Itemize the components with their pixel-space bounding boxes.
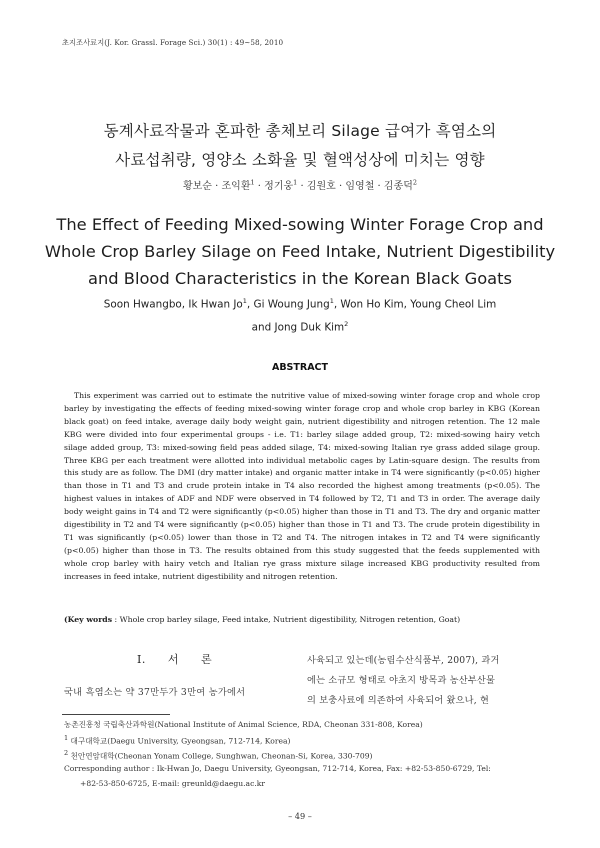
author-kr-1: 황보순 xyxy=(182,181,212,192)
english-authors-line-1 xyxy=(0,297,600,310)
body-left-column: 국내 흑염소는 약 37만두가 3만여 농가에서 xyxy=(64,687,246,698)
footnote-affiliation-2 xyxy=(64,749,373,762)
footnote-corresponding-author: Corresponding author : Ik-Hwan Jo, Daegu University, Gyeongsan, 712-714, Korea, Fax: +82-53-850-6729, Tel: xyxy=(64,764,491,773)
footnote-text: 천안연암대학(Cheonan Yonam College, Sunghwan, Cheonan-Si, Korea, 330-709) xyxy=(68,751,373,761)
korean-authors xyxy=(0,177,600,192)
section-title: 서 론 xyxy=(167,653,213,666)
affiliation-mark: 1 xyxy=(293,178,298,187)
body-line: 사육되고 있는데(농림수산식품부, 2007), 과거 xyxy=(307,655,500,666)
keywords xyxy=(64,615,540,624)
keywords-label: (Key words xyxy=(64,615,113,624)
english-authors-line-2 xyxy=(0,320,600,333)
author-separator: · xyxy=(211,181,222,192)
affiliation-mark: 1 xyxy=(242,297,247,305)
author-kr-2: 조익환 xyxy=(221,181,251,192)
body-right-column xyxy=(307,651,541,711)
footnote-affiliation-1 xyxy=(64,734,290,747)
affiliation-mark: 1 xyxy=(250,178,255,187)
author-kr-3: 정기웅 xyxy=(264,181,294,192)
footnote-contact: +82-53-850-6725, E-mail: greunld@daegu.ac.kr xyxy=(80,779,265,788)
affiliation-mark: 2 xyxy=(412,178,418,187)
author-kr-4: 김원호 xyxy=(306,181,336,192)
affiliation-mark: 2 xyxy=(64,749,69,757)
abstract-heading: ABSTRACT xyxy=(271,362,329,373)
english-title-line-2: Whole Crop Barley Silage on Feed Intake, Nutrient Digestibility xyxy=(44,242,556,261)
author-separator: · xyxy=(374,181,384,192)
affiliation-mark: 1 xyxy=(329,297,334,305)
footnote-text: 대구대학교(Daegu University, Gyeongsan, 712-714, Korea) xyxy=(68,736,291,746)
journal-citation: 초지조사료지(J. Kor. Grassl. Forage Sci.) 30(1) : 49~58, 2010 xyxy=(62,38,284,47)
abstract-body: This experiment was carried out to estimate the nutritive value of mixed-sowing winter forage crop and whole crop barley by investigating the effects of feeding mixed-sowing winter forage crop and whole crop barley in KBG (Korean black goat) on feed intake, average daily body weight gain, nutrient digestibility and nitrogen retention. The 12 male KBG were divided into four experimental groups - i.e. T1: barley silage added group, T2: mixed-sowing hairy vetch silage added group, T3: mixed-sowing field peas added silage, T4: mixed-sowing Italian rye grass added silage group. Three KBG per each treatment were allotted into individual metabolic cages by Latin-square design. The results from this study are as follow. The DMI (dry matter intake) and organic matter intake in T4 were significantly (p<0.05) higher than those in T1 and T3 and crude protein intake in T4 also recorded the highest among treatments (p<0.05). The highest values in intakes of ADF and NDF were observed in T4 followed by T2, T1 and T3 in order. The average daily body weight gains in T4 and T2 were significantly (p<0.05) higher than those in T1 and T3. The dry and organic matter digestibility in T2 and T4 were significantly (p<0.05) higher than those in T1 and T3. The crude protein digestibility in T1 was significantly (p<0.05) lower than those in T2 and T4. The nitrogen intakes in T2 and T4 were significantly (p<0.05) higher than those in T3. The results obtained from this study suggested that the feeds supplemented with whole crop barley with hairy vetch and Italian rye grass mixture silage increased KBG productivity resulted from increases in feed intake, nutrient digestibility and nitrogen retention. xyxy=(64,391,540,581)
author-separator: · xyxy=(335,181,346,192)
author-text: Soon Hwangbo, Ik Hwan Jo xyxy=(103,298,243,311)
author-text: , Won Ho Kim, Young Cheol Lim xyxy=(333,298,497,311)
footnote-divider xyxy=(62,714,170,715)
author-separator: · xyxy=(254,181,265,192)
footnote-affiliation: 농촌진흥청 국립축산과학원(National Institute of Animal Science, RDA, Cheonan 331-808, Korea) xyxy=(64,720,423,729)
affiliation-mark: 2 xyxy=(344,320,349,328)
page-number: – 49 – xyxy=(288,811,312,821)
section-number: Ⅰ. xyxy=(137,653,146,666)
keywords-list: : Whole crop barley silage, Feed intake, Nutrient digestibility, Nitrogen retention, Goat) xyxy=(112,615,461,624)
author-separator: · xyxy=(297,181,307,192)
korean-title-line-2: 사료섭취량, 영양소 소화율 및 혈액성상에 미치는 영향 xyxy=(115,151,485,169)
english-title-line-1: The Effect of Feeding Mixed-sowing Winter Forage Crop and xyxy=(56,215,544,234)
korean-title-line-1: 동계사료작물과 혼파한 총체보리 Silage 급여가 흑염소의 xyxy=(103,122,497,140)
author-text: and Jong Duk Kim xyxy=(251,321,345,334)
affiliation-mark: 1 xyxy=(64,734,69,742)
body-line: 에는 소규모 형태로 야초지 방목과 농산부산물 xyxy=(307,675,496,686)
author-kr-6: 김종덕 xyxy=(383,181,413,192)
author-kr-5: 임영철 xyxy=(345,181,375,192)
english-title-line-3: and Blood Characteristics in the Korean Black Goats xyxy=(87,269,513,288)
author-text: , Gi Woung Jung xyxy=(246,298,330,311)
body-line: 의 보충사료에 의존하여 사육되어 왔으나, 현 xyxy=(307,695,490,706)
section-heading xyxy=(137,651,212,667)
